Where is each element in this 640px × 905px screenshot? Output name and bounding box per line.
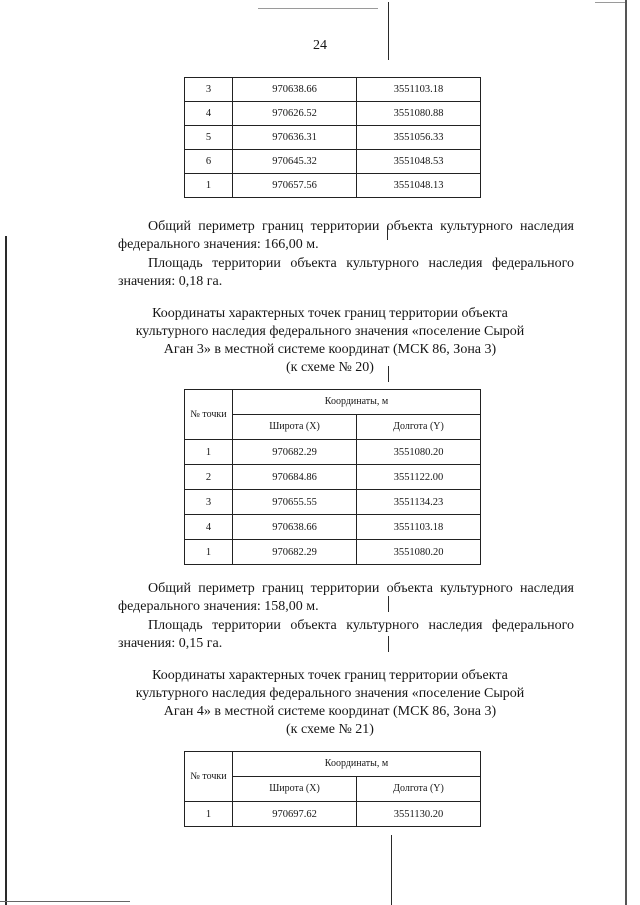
section-heading — [100, 667, 560, 739]
longitude-cell: 3551103.18 — [357, 78, 481, 102]
longitude-cell: 3551080.20 — [357, 540, 481, 565]
coordinates-table — [184, 751, 481, 827]
longitude-cell: 3551056.33 — [357, 126, 481, 150]
section-heading — [100, 305, 560, 377]
longitude-cell: 3551130.20 — [357, 802, 481, 827]
coordinates-table-continued — [184, 77, 481, 198]
latitude-header: Широта (X) — [233, 415, 357, 440]
heading-line: Координаты характерных точек границ территории объекта — [152, 668, 508, 683]
point-number-cell: 1 — [185, 174, 233, 198]
latitude-cell: 970626.52 — [233, 102, 357, 126]
longitude-header: Долгота (Y) — [357, 777, 481, 802]
latitude-cell: 970682.29 — [233, 540, 357, 565]
latitude-cell: 970636.31 — [233, 126, 357, 150]
point-number-cell: 3 — [185, 490, 233, 515]
table-row — [185, 465, 481, 490]
longitude-cell: 3551080.20 — [357, 440, 481, 465]
latitude-cell: 970684.86 — [233, 465, 357, 490]
scan-artifact-speck — [595, 2, 625, 3]
coordinates-header: Координаты, м — [233, 390, 481, 415]
scan-artifact-line — [625, 0, 627, 905]
point-number-cell: 6 — [185, 150, 233, 174]
point-number-cell: 3 — [185, 78, 233, 102]
latitude-cell: 970638.66 — [233, 515, 357, 540]
longitude-cell: 3551048.53 — [357, 150, 481, 174]
table-row — [185, 540, 481, 565]
paragraph-line: Площадь территории объекта культурного наследия федерального — [148, 256, 574, 271]
coordinates-header: Координаты, м — [233, 752, 481, 777]
paragraph-line: Общий периметр границ территории объекта культурного наследия — [148, 581, 574, 596]
paragraph-line: Общий периметр границ территории объекта культурного наследия — [148, 219, 574, 234]
point-number-cell: 5 — [185, 126, 233, 150]
page-number: 24 — [313, 38, 327, 53]
table-row — [185, 126, 481, 150]
point-number-cell: 4 — [185, 102, 233, 126]
point-number-header: № точки — [185, 752, 233, 802]
heading-line: Аган 4» в местной системе координат (МСК 86, Зона 3) — [163, 704, 497, 719]
longitude-cell: 3551080.88 — [357, 102, 481, 126]
paragraph-line: федерального значения: 158,00 м. — [118, 599, 319, 614]
heading-line: (к схеме № 20) — [286, 360, 374, 375]
longitude-cell: 3551122.00 — [357, 465, 481, 490]
longitude-header: Долгота (Y) — [357, 415, 481, 440]
table-row — [185, 78, 481, 102]
point-number-cell: 2 — [185, 465, 233, 490]
paragraph-line: федерального значения: 166,00 м. — [118, 237, 319, 252]
heading-line: (к схеме № 21) — [286, 722, 374, 737]
perimeter-paragraph — [118, 580, 574, 616]
latitude-cell: 970682.29 — [233, 440, 357, 465]
latitude-cell: 970645.32 — [233, 150, 357, 174]
point-number-cell: 4 — [185, 515, 233, 540]
heading-line: культурного наследия федерального значения «поселение Сырой — [135, 686, 525, 701]
table-row — [185, 150, 481, 174]
scan-artifact-line — [5, 236, 7, 905]
latitude-cell: 970638.66 — [233, 78, 357, 102]
heading-line: Координаты характерных точек границ территории объекта — [152, 306, 508, 321]
scan-artifact-line — [391, 835, 392, 905]
coordinates-table — [184, 389, 481, 565]
paragraph-line: значения: 0,18 га. — [118, 274, 223, 289]
table-row — [185, 174, 481, 198]
scan-artifact-line — [0, 901, 130, 902]
point-number-cell: 1 — [185, 802, 233, 827]
point-number-cell: 1 — [185, 540, 233, 565]
table-row — [185, 490, 481, 515]
heading-line: Аган 3» в местной системе координат (МСК 86, Зона 3) — [163, 342, 497, 357]
longitude-cell: 3551048.13 — [357, 174, 481, 198]
point-number-cell: 1 — [185, 440, 233, 465]
table-row — [185, 440, 481, 465]
paragraph-line: Площадь территории объекта культурного наследия федерального — [148, 618, 574, 633]
paragraph-line: значения: 0,15 га. — [118, 636, 223, 651]
latitude-cell: 970657.56 — [233, 174, 357, 198]
longitude-cell: 3551134.23 — [357, 490, 481, 515]
perimeter-paragraph — [118, 218, 574, 254]
table-row — [185, 515, 481, 540]
heading-line: культурного наследия федерального значения «поселение Сырой — [135, 324, 525, 339]
table-row — [185, 102, 481, 126]
latitude-header: Широта (X) — [233, 777, 357, 802]
latitude-cell: 970655.55 — [233, 490, 357, 515]
area-paragraph — [118, 617, 574, 653]
area-paragraph — [118, 255, 574, 291]
latitude-cell: 970697.62 — [233, 802, 357, 827]
scan-artifact-speck — [258, 8, 378, 9]
longitude-cell: 3551103.18 — [357, 515, 481, 540]
table-row — [185, 802, 481, 827]
point-number-header: № точки — [185, 390, 233, 440]
